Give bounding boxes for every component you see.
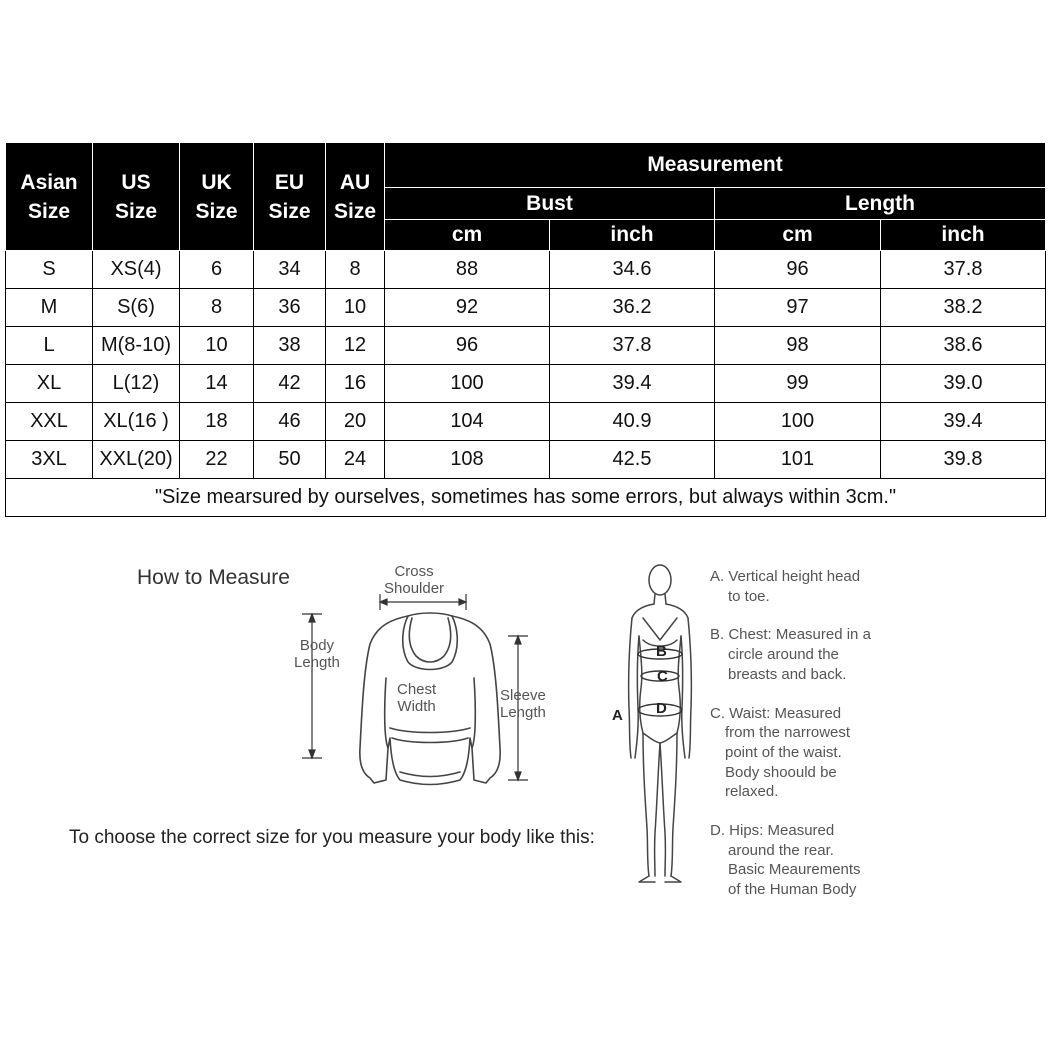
- header-us-line: Size: [114, 199, 158, 223]
- header-bust: Bust: [385, 188, 715, 220]
- instruction-d: [710, 821, 900, 900]
- marker-c: C: [657, 668, 668, 685]
- table-row: [6, 403, 1046, 441]
- cell-uk: 6: [180, 251, 254, 289]
- header-au-size: [326, 143, 385, 251]
- header-uk-line: Size: [195, 199, 238, 223]
- cell-bust-cm: 108: [385, 441, 550, 479]
- cell-bust-cm: 88: [385, 251, 550, 289]
- header-length: Length: [715, 188, 1046, 220]
- cell-length-inch: 37.8: [881, 251, 1046, 289]
- size-note: "Size mearsured by ourselves, sometimes has some errors, but always within 3cm.": [6, 479, 1046, 517]
- cell-uk: 22: [180, 441, 254, 479]
- cell-bust-cm: 92: [385, 289, 550, 327]
- cell-length-cm: 96: [715, 251, 881, 289]
- instruction-line: point of the waist.: [725, 743, 842, 761]
- cell-au: 24: [326, 441, 385, 479]
- header-eu-line: Size: [268, 199, 311, 223]
- header-au-line: Size: [333, 199, 377, 223]
- note-row: [6, 479, 1046, 517]
- cell-bust-inch: 36.2: [550, 289, 715, 327]
- cell-bust-cm: 100: [385, 365, 550, 403]
- cell-au: 20: [326, 403, 385, 441]
- header-asian-size: [6, 143, 93, 251]
- header-bust-cm: cm: [385, 220, 550, 251]
- cell-bust-inch: 37.8: [550, 327, 715, 365]
- instruction-c: [710, 704, 900, 803]
- marker-b: B: [656, 643, 667, 660]
- instruction-line: from the narrowest: [725, 724, 851, 742]
- header-us-line: US: [121, 170, 151, 194]
- cell-eu: 42: [254, 365, 326, 403]
- instruction-a: [710, 567, 900, 606]
- table-row: [6, 251, 1046, 289]
- cell-length-inch: 39.4: [881, 403, 1046, 441]
- cell-asian: XXL: [6, 403, 93, 441]
- header-au-line: AU: [339, 170, 371, 194]
- cell-bust-inch: 34.6: [550, 251, 715, 289]
- cell-asian: 3XL: [6, 441, 93, 479]
- header-length-cm: cm: [715, 220, 881, 251]
- header-uk-line: UK: [201, 170, 232, 194]
- cell-length-cm: 98: [715, 327, 881, 365]
- cell-length-cm: 97: [715, 289, 881, 327]
- cell-bust-cm: 104: [385, 403, 550, 441]
- cell-eu: 50: [254, 441, 326, 479]
- choose-size-text: To choose the correct size for you measure your body like this:: [69, 827, 595, 848]
- instruction-line: C. Waist: Measured: [710, 704, 842, 722]
- header-length-inch: inch: [881, 220, 1046, 251]
- cell-us: XS(4): [93, 251, 180, 289]
- instruction-line: Body shoould be: [725, 763, 837, 781]
- cell-length-cm: 100: [715, 403, 881, 441]
- cell-au: 16: [326, 365, 385, 403]
- instruction-line: A. Vertical height head: [710, 568, 861, 585]
- cell-us: XXL(20): [93, 441, 180, 479]
- cell-au: 10: [326, 289, 385, 327]
- chest-width-label: Chest Width: [397, 681, 437, 715]
- header-us-size: [93, 143, 180, 251]
- cell-bust-cm: 96: [385, 327, 550, 365]
- instruction-line: B. Chest: Measured in a: [710, 626, 871, 644]
- header-uk-size: [180, 143, 254, 251]
- cell-us: S(6): [93, 289, 180, 327]
- cell-uk: 14: [180, 365, 254, 403]
- instruction-line: breasts and back.: [728, 665, 847, 683]
- header-measurement: Measurement: [385, 143, 1046, 188]
- instruction-line: D. Hips: Measured: [710, 822, 835, 840]
- instruction-line: Basic Meaurements: [728, 861, 861, 879]
- cell-asian: S: [6, 251, 93, 289]
- body-length-label: Body Length: [294, 637, 340, 671]
- cell-us: XL(16 ): [93, 403, 180, 441]
- cell-eu: 36: [254, 289, 326, 327]
- header-eu-line: EU: [274, 170, 305, 194]
- cell-bust-inch: 42.5: [550, 441, 715, 479]
- size-table-body: [6, 251, 1046, 517]
- cross-shoulder-label: Cross Shoulder: [384, 563, 445, 597]
- instruction-line: of the Human Body: [728, 881, 857, 899]
- cell-bust-inch: 40.9: [550, 403, 715, 441]
- instruction-line: circle around the: [728, 646, 839, 664]
- instruction-line: to toe.: [728, 587, 770, 605]
- cell-eu: 38: [254, 327, 326, 365]
- cell-length-cm: 101: [715, 441, 881, 479]
- table-row: [6, 327, 1046, 365]
- instruction-line: relaxed.: [725, 783, 779, 801]
- header-asian-line: Asian: [20, 170, 78, 194]
- cell-bust-inch: 39.4: [550, 365, 715, 403]
- size-chart-table: [5, 142, 1046, 517]
- cell-uk: 18: [180, 403, 254, 441]
- cell-length-inch: 38.2: [881, 289, 1046, 327]
- marker-d: D: [656, 700, 667, 717]
- cell-length-inch: 39.8: [881, 441, 1046, 479]
- measurement-instructions: [710, 567, 900, 919]
- cell-length-inch: 39.0: [881, 365, 1046, 403]
- cell-asian: M: [6, 289, 93, 327]
- table-row: [6, 365, 1046, 403]
- header-eu-size: [254, 143, 326, 251]
- cell-asian: XL: [6, 365, 93, 403]
- header-asian-line: Size: [27, 199, 71, 223]
- cell-length-cm: 99: [715, 365, 881, 403]
- cell-us: L(12): [93, 365, 180, 403]
- cell-uk: 10: [180, 327, 254, 365]
- cell-eu: 34: [254, 251, 326, 289]
- cell-au: 8: [326, 251, 385, 289]
- cell-length-inch: 38.6: [881, 327, 1046, 365]
- instruction-b: [710, 625, 900, 684]
- table-row: [6, 441, 1046, 479]
- header-bust-inch: inch: [550, 220, 715, 251]
- cell-uk: 8: [180, 289, 254, 327]
- cell-us: M(8-10): [93, 327, 180, 365]
- marker-a: A: [612, 707, 623, 724]
- cell-au: 12: [326, 327, 385, 365]
- cell-asian: L: [6, 327, 93, 365]
- table-row: [6, 289, 1046, 327]
- instruction-line: around the rear.: [728, 841, 834, 859]
- sleeve-length-label: Sleeve Length: [500, 687, 546, 721]
- cell-eu: 46: [254, 403, 326, 441]
- how-to-measure-title: How to Measure: [137, 566, 290, 589]
